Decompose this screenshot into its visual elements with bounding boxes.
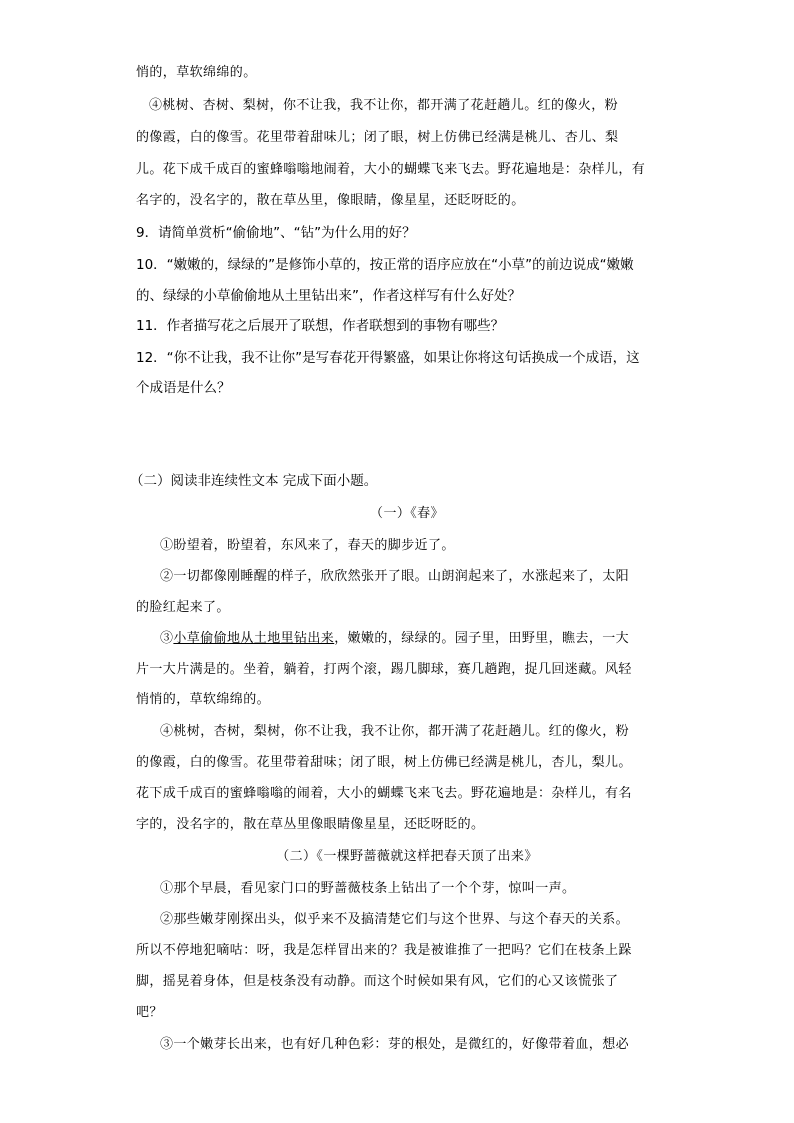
para-text: ，嫩嫩的，绿绿的。园子里，田野里，瞧去，一大 (334, 631, 630, 646)
text1-line: 片一大片满是的。坐着，躺着，打两个滚，踢几脚球，赛几趟跑，捉几回迷藏。风轻 (136, 662, 632, 677)
question-11: 11．作者描写花之后展开了联想，作者联想到的事物有哪些？ (136, 318, 505, 334)
text2-line: ②那些嫩芽刚探出头，似乎来不及搞清楚它们与这个世界、与这个春天的关系。 (160, 912, 630, 927)
text1-line: ②一切都像刚睡醒的样子，欣欣然张开了眼。山朗润起来了，水涨起来了，太阳 (160, 569, 630, 584)
question-10: 10．“嫩嫩的，绿绿的”是修饰小草的，按正常的语序应放在“小草”的前边说成“嫩嫩 (136, 257, 634, 273)
text2-title: （二）《一棵野蔷薇就这样把春天顶了出来》 (276, 849, 538, 864)
question-12: 12．“你不让我，我不让你”是写春花开得繁盛，如果让你将这句话换成一个成语，这 (136, 350, 640, 366)
section-heading: （二）阅读非连续性文本 完成下面小题。 (130, 473, 378, 489)
underlined-phrase: 小草偷偷地从土地里钻出来 (173, 631, 335, 646)
question-10-cont: 的、绿绿的小草偷偷地从土里钻出来”，作者这样写有什么好处？ (136, 288, 521, 304)
text1-line: 的像霞，白的像雪。花里带着甜味；闭了眼，树上仿佛已经满是桃儿，杏儿，梨儿。 (136, 755, 632, 770)
para-number: ③ (160, 631, 174, 646)
text2-line: ③一个嫩芽长出来，也有好几种色彩：芽的根处，是微红的，好像带着血，想必 (160, 1037, 630, 1052)
text1-line: 的脸红起来了。 (136, 600, 230, 615)
passage-line: ④桃树、杏树、梨树，你不让我，我不让你，都开满了花赶趟儿。红的像火，粉 (149, 98, 619, 113)
text1-line: 字的，没名字的，散在草丛里像眼睛像星星，还眨呀眨的。 (136, 817, 485, 832)
passage-line: 儿。花下成千成百的蜜蜂嗡嗡地闹着，大小的蝴蝶飞来飞去。野花遍地是：杂样儿，有 (136, 162, 646, 177)
text1-line: ①盼望着，盼望着，东风来了，春天的脚步近了。 (160, 538, 455, 553)
passage-line: 名字的，没名字的，散在草丛里，像眼睛，像星星，还眨呀眨的。 (136, 193, 525, 208)
text2-line: 脚，摇晃着身体，但是枝条没有动静。而这个时候如果有风，它们的心又该慌张了 (136, 974, 619, 989)
text1-title: （一）《春》 (370, 506, 444, 521)
text1-line: 悄悄的，草软绵绵的。 (136, 692, 271, 707)
text2-line: ①那个早晨，看见家门口的野蔷薇枝条上钻出了一个个芽，惊叫一声。 (160, 881, 576, 896)
question-12-cont: 个成语是什么？ (136, 380, 231, 396)
text1-line: ④桃树，杏树，梨树，你不让我，我不让你，都开满了花赶趟儿。红的像火，粉 (160, 724, 630, 739)
text1-para3-line (160, 630, 629, 648)
text2-line: 吧？ (136, 1005, 163, 1020)
passage-line: 的像霞，白的像雪。花里带着甜味儿；闭了眼，树上仿佛已经满是桃儿、杏儿、梨 (136, 130, 619, 145)
question-9: 9．请简单赏析“偷偷地”、“钻”为什么用的好？ (136, 225, 416, 241)
passage-line: 悄的，草软绵绵的。 (136, 65, 257, 80)
text1-line: 花下成千成百的蜜蜂嗡嗡的闹着，大小的蝴蝶飞来飞去。野花遍地是：杂样儿，有名 (136, 786, 632, 801)
text2-line: 所以不停地犯嘀咕：呀，我是怎样冒出来的？我是被谁推了一把吗？它们在枝条上跺 (136, 943, 632, 958)
